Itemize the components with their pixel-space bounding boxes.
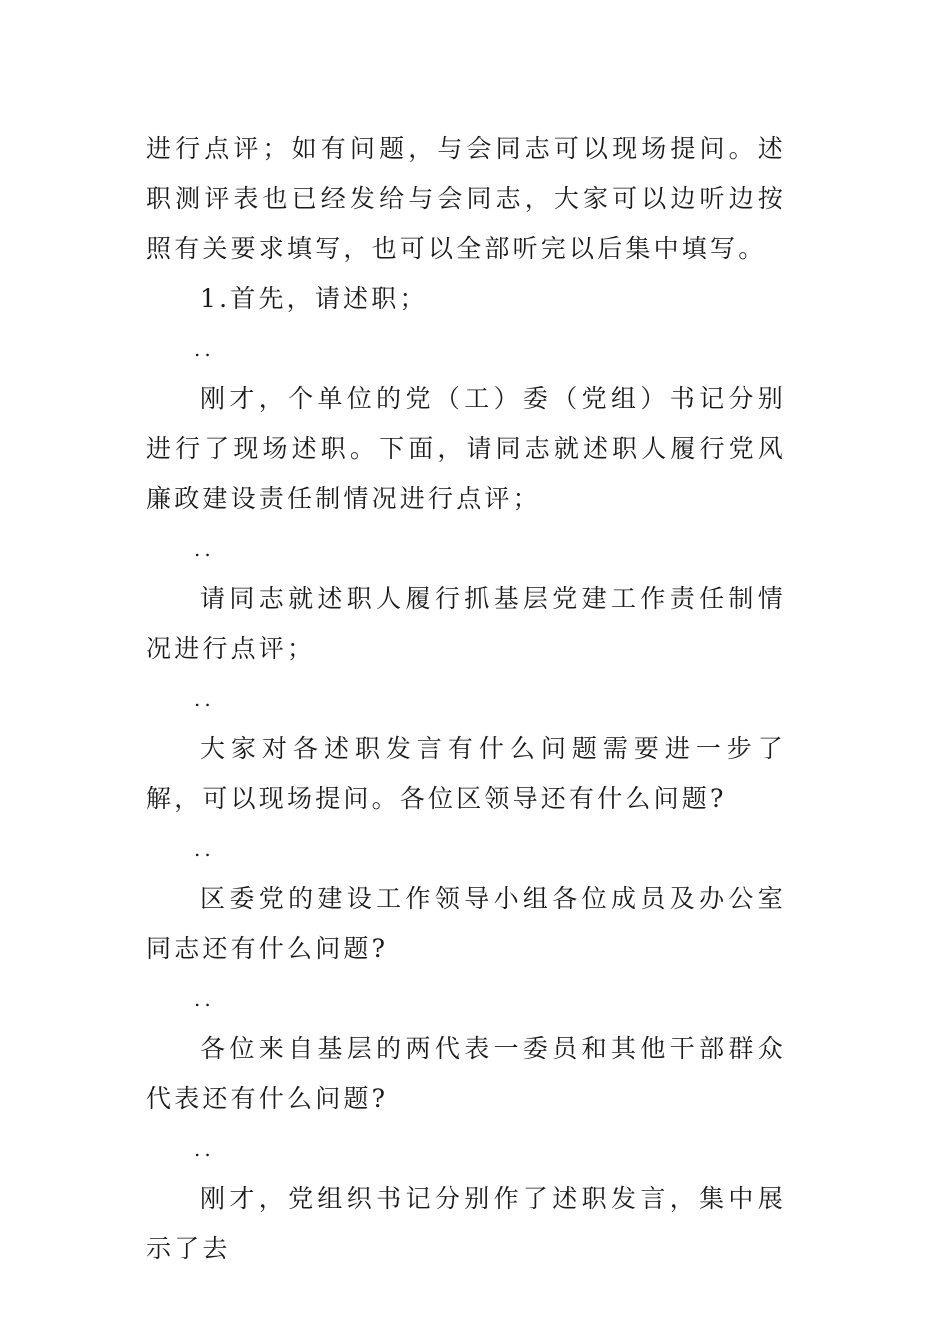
paragraph-review-party-style: 刚才，个单位的党（工）委（党组）书记分别进行了现场述职。下面，请同志就述职人履行党风廉政建设责任制情况进行点评； — [146, 384, 786, 513]
document-body — [146, 124, 786, 1274]
paragraph-step-one: 1.首先，请述职； — [200, 284, 428, 313]
paragraph-closing: 刚才，党组织书记分别作了述职发言，集中展示了去 — [146, 1184, 786, 1263]
paragraph-questions-representatives: 各位来自基层的两代表一委员和其他干部群众代表还有什么问题? — [146, 1034, 786, 1113]
ellipsis-marker: .. — [194, 687, 215, 711]
paragraph-intro: 进行点评；如有问题，与会同志可以现场提问。述职测评表也已经发给与会同志，大家可以边听边按照有关要求填写，也可以全部听完以后集中填写。 — [146, 134, 786, 263]
ellipsis-marker: .. — [194, 537, 215, 561]
ellipsis-marker: .. — [194, 337, 215, 361]
paragraph-questions-group-members: 区委党的建设工作领导小组各位成员及办公室同志还有什么问题? — [146, 884, 786, 963]
ellipsis-marker: .. — [194, 987, 215, 1011]
ellipsis-marker: .. — [194, 837, 215, 861]
paragraph-review-party-building: 请同志就述职人履行抓基层党建工作责任制情况进行点评； — [146, 584, 786, 663]
paragraph-questions-leaders: 大家对各述职发言有什么问题需要进一步了解，可以现场提问。各位区领导还有什么问题? — [146, 734, 786, 813]
ellipsis-marker: .. — [194, 1137, 215, 1161]
